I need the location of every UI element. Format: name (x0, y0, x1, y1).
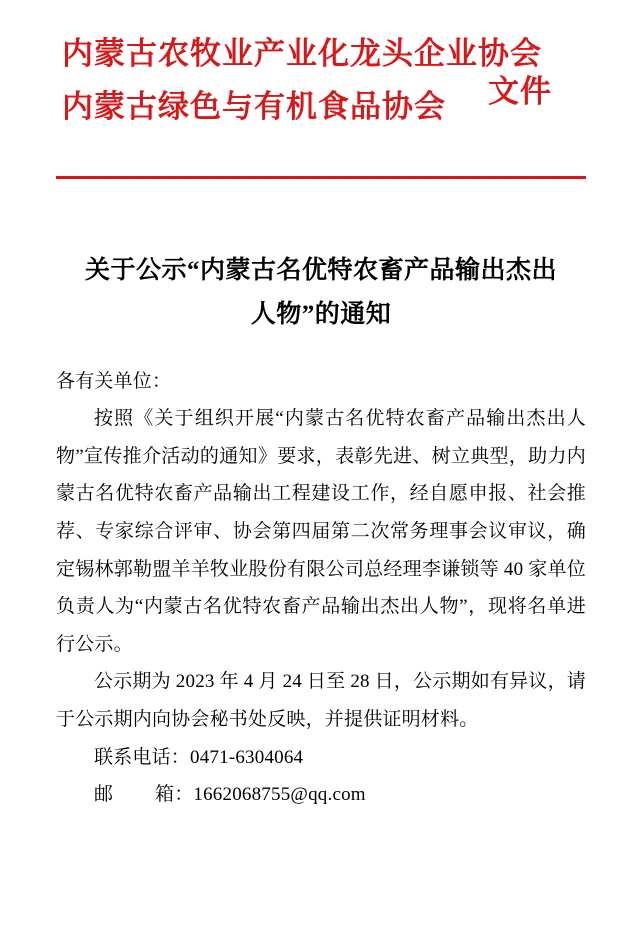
body-paragraph-2: 公示期为 2023 年 4 月 24 日至 28 日，公示期如有异议，请于公示期内向协会秘书处反映，并提供证明材料。 (56, 671, 586, 730)
contact-phone-value: 0471-6304064 (190, 746, 304, 768)
contact-mail (56, 776, 586, 814)
contact-mail-label-2: 箱： (155, 784, 194, 806)
letterhead-org-line-2: 内蒙古绿色与有机食品协会 (62, 89, 446, 124)
body-paragraph-1: 按照《关于组织开展“内蒙古名优特农畜产品输出杰出人物”宣传推介活动的通知》要求，表彰先进、树立典型，助力内蒙古名优特农畜产品输出工程建设工作，经自愿申报、社会推荐、专家综合评审、协会第四届第二次常务理事会议审议，确定锡林郭勒盟羊羊牧业股份有限公司总经理李谦锁等 40 家单位负责人为“内蒙古名优特农畜产品输出杰出人物”，现将名单进行公示。 (56, 408, 586, 655)
contact-mail-value: 1662068755@qq.com (193, 784, 366, 806)
page-title (56, 249, 586, 337)
salutation: 各有关单位： (56, 370, 172, 392)
letterhead-document-word: 文件 (488, 74, 552, 109)
contact-phone (56, 739, 586, 777)
document-body (56, 363, 586, 814)
letterhead-org-line-1: 内蒙古农牧业产业化龙头企业协会 (62, 36, 542, 71)
letterhead (56, 0, 586, 179)
letterhead-divider (56, 176, 586, 179)
page-title-line-1: 关于公示“内蒙古名优特农畜产品输出杰出 (84, 257, 557, 284)
page-title-line-2: 人物”的通知 (250, 300, 392, 328)
contact-mail-label: 邮 (94, 784, 114, 806)
contact-phone-label: 联系电话： (94, 746, 191, 768)
